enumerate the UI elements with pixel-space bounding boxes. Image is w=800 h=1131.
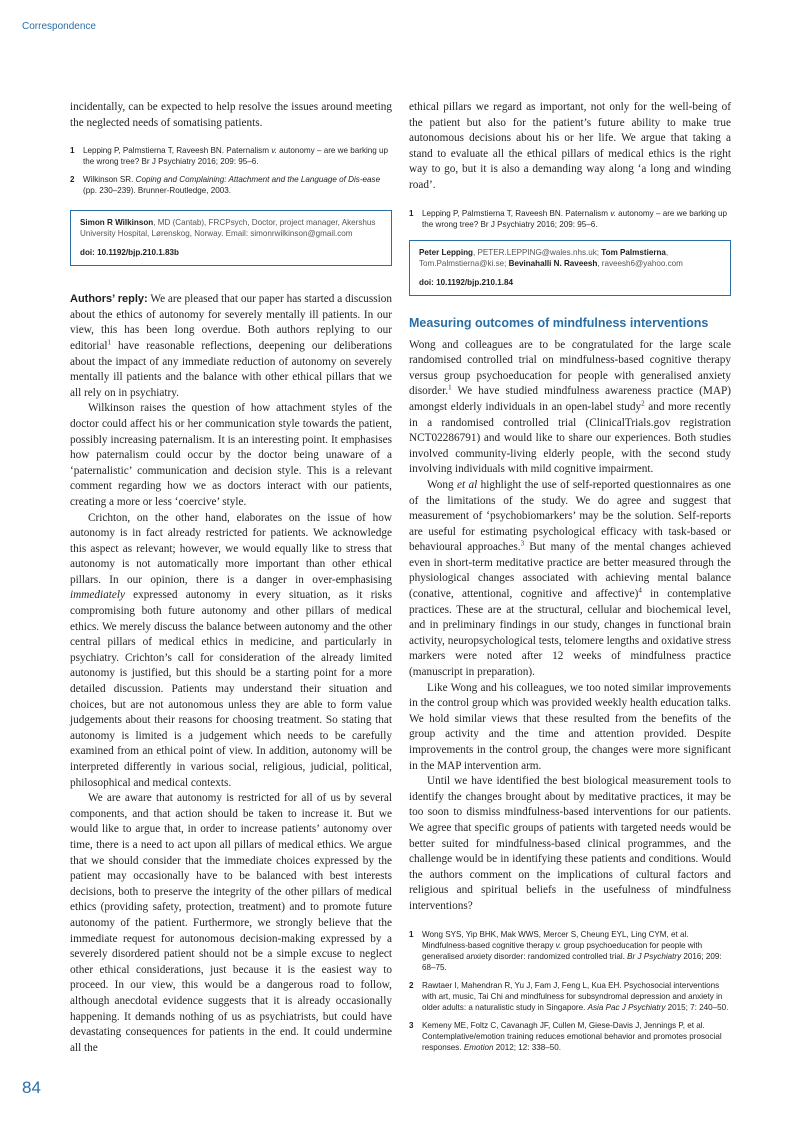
reference-text: Wong SYS, Yip BHK, Mak WWS, Mercer S, Cheung EYL, Ling CYM, et al. Mindfulness-based cognitive therapy <box>422 929 689 950</box>
paragraph-text: Crichton, on the other hand, elaborates on the issue of how autonomy is in fact already restricted for patients. We acknowledge this aspect as relevant; however, we would equally like to stress that autonomy is not automatically more important than other ethical pillars. In our opinion, there is a danger in over-emphasising <box>70 511 392 586</box>
paragraph: Until we have identified the best biological measurement tools to identify the changes brought about by meditative practices, it may be too soon to dismiss mindfulness-based interventions for our patients. We agree that specific groups of patients with targeted needs would be better suited for mindfulness-based clinical programmes, and the challenge would be in identifying these patients and conditions. Would the authors comment on the implications of cultural factors and religious and spiritual beliefs in the usefulness of mindfulness interventions? <box>409 775 731 912</box>
paragraph-text: Wong <box>427 478 457 491</box>
author-email: , raveesh6@yahoo.com <box>597 258 683 268</box>
right-column <box>409 100 731 1060</box>
author-name: Tom Palmstierna <box>601 247 666 257</box>
author-name: Peter Lepping <box>419 247 473 257</box>
reference-text: 2016; 209: 68–75. <box>422 951 722 972</box>
paragraph-text: in contemplative practices. These are at the structural, cellular and biochemical level, and in preliminary findings in our study, changes in functional brain activity, neuropsychological tests, telomere lengths and oxidative stress markers were noted after 12 weeks of mindfulness practice (manuscript in preparation). <box>409 588 731 679</box>
reference-list <box>409 929 731 1053</box>
author-name: Bevinahalli N. Raveesh <box>508 258 598 268</box>
reference-text: Wilkinson SR. <box>83 175 136 185</box>
author-line <box>419 247 721 269</box>
reference-item <box>409 208 731 230</box>
paragraph-text: But many of the mental changes achieved even in short-term meditative practice are better measured through the physiological changes associated with achieving mental balance (conative, attentional, cognitive and affective) <box>409 541 732 601</box>
reference-text: autonomy – are we barking up the wrong tree? Br J Psychiatry 2016; 209: 95–6. <box>422 208 728 229</box>
paragraph-text: and more recently in a randomised controlled trial (ClinicalTrials.gov registration NCT02286791) and would like to share our experiences. Both studies involved community-living elderly people, with the second study involving individuals with mild cognitive impairment. <box>409 400 731 476</box>
citation-sup: 2 <box>641 399 645 408</box>
author-email: , Tom.Palmstierna@ki.se; <box>419 247 669 268</box>
reference-italic: Br J Psychiatry <box>627 951 682 961</box>
reference-text: group psychoeducation for people with generalised anxiety disorder: randomized controlled trial. <box>422 940 703 961</box>
citation-sup: 3 <box>520 539 525 548</box>
reference-item <box>409 1020 731 1053</box>
paragraph <box>409 338 731 478</box>
reference-item <box>409 929 731 973</box>
paragraph <box>409 478 731 681</box>
paragraph-text: We have studied mindfulness awareness practice (MAP) amongst elderly individuals in an open-label study <box>409 385 731 413</box>
reference-number: 2 <box>409 980 414 990</box>
reference-text: 2012; 12: 338–50. <box>493 1042 562 1052</box>
section-label: Correspondence <box>22 21 96 32</box>
reference-number: 3 <box>409 1020 414 1030</box>
reference-italic: v. <box>610 208 616 218</box>
reference-number: 1 <box>409 929 414 939</box>
reference-italic: Asia Pac J Psychiatry <box>587 1002 666 1012</box>
reference-italic: Emotion <box>463 1042 494 1052</box>
reply-text: have reasonable reflections, deepening our deliberations about the impact of any immediate reduction of autonomy on severely mentally ill patients and the balance with other ethical pillars that we all rely on in psychiatry. <box>70 339 392 399</box>
reference-item <box>70 145 392 167</box>
doi-link[interactable]: doi: 10.1192/bjp.210.1.83b <box>80 248 179 258</box>
reference-item <box>409 980 731 1013</box>
reference-item <box>70 174 392 196</box>
section-title: Measuring outcomes of mindfulness interventions <box>409 315 709 330</box>
paragraph-text: highlight the use of self-reported questionnaires as one of the limitations of the study. We do agree and suggest that measurement of ‘psychobiomarkers’ may be the solution. Self-reports are useful for estimating psychological efficacy with task-based or behavioural approaches. <box>409 478 732 554</box>
author-email: , PETER.LEPPING@wales.nhs.uk; <box>472 247 602 257</box>
paragraph: We are aware that autonomy is restricted for all of us by several components, and that action should be taken to increase it. But we would like to argue that, in order to increase patients’ autonomy over time, there is a need to act upon all pillars of medical ethics. We argue that we should consider that the immediate choices expressed by the patient may occasionally have to be balanced with best interests decisions, both to preserve the integrity of the other pillars of medical ethics (providing safety, protection, treatment) and to promote future autonomy of the patient. Furthermore, we strongly believe that the immediate request for autonomous decision-making expressed by a severely disordered patient should not be a simple excuse to neglect other ethical considerations, just because it is the easiest way to proceed. In our view, this would be a dangerous road to follow, although anecdotal evidence suggests that it is already occasionally happening. It demands nothing of us as psychiatrists, but could have devastating consequences for patients in the end. It could undermine all the <box>70 792 392 1054</box>
citation-sup: 1 <box>448 383 452 392</box>
author-affiliation: , MD (Cantab), FRCPsych, Doctor, project manager, Akershus University Hospital, Lørenskog, Norway. Email: simonrwilkinson@gmail.com <box>80 218 376 239</box>
page-number: 84 <box>22 1078 41 1097</box>
author-name: Simon R Wilkinson <box>80 218 154 228</box>
left-column <box>70 100 392 1056</box>
paragraph <box>70 511 392 792</box>
paragraph-text: Wong and colleagues are to be congratulated for the large scale randomised controlled trial on mindfulness-based cognitive therapy versus group psychoeducation for people with generalised anxiety disorder. <box>409 338 731 398</box>
reference-italic: v. <box>271 146 277 156</box>
reference-italic: Coping and Complaining: Attachment and the Language of Dis-ease <box>135 175 381 185</box>
reference-text: (pp. 230–239). Brunner-Routledge, 2003. <box>83 186 232 196</box>
doi-link[interactable]: doi: 10.1192/bjp.210.1.84 <box>419 277 514 287</box>
reference-list <box>409 208 731 230</box>
reference-list <box>70 145 392 196</box>
emphasis: et al <box>456 478 478 491</box>
reference-text: autonomy – are we barking up the wrong tree? Br J Psychiatry 2016; 209: 95–6. <box>83 146 389 167</box>
paragraph: Like Wong and his colleagues, we too noted similar improvements in the control group which was provided weekly health education talks. We hold similar views that these resulted from the benefits of the group activity and the time and attention provided. Despite improvements in the control group, the changes were more significant in the MAP intervention arm. <box>409 681 731 772</box>
reference-text: Kemeny ME, Foltz C, Cavanagh JF, Cullen M, Giese-Davis J, Jennings P, et al. Contemplative/emotion training reduces emotional behavior and promotes prosocial responses. <box>422 1020 722 1052</box>
paragraph-text: expressed autonomy in every situation, as it risks compromising both future autonomy and other pillars of medical ethics. We merely discuss the balance between autonomy and the other central pillars of medical ethics in medicine, and particularly in psychiatry. Crichton’s call for consideration of the already limited autonomy is justified, but this should be a starting point for a more detailed discussion. Patients may understand their situation and choices, but are not autonomous unless they are able to form value judgements about their reasons for choosing treatment. So stating that autonomy is limited is a judgement which needs to be carefully examined from an ethical point of view. In addition, autonomy will be interpreted differently in various social, religious, judicial, political, philosophical and medical contexts. <box>70 589 392 789</box>
reference-text: Rawtaer I, Mahendran R, Yu J, Fam J, Feng L, Kua EH. Psychosocial interventions with art, music, Tai Chi and mindfulness for subsyndromal depression and anxiety in older adults: a naturalistic study in Singapore. <box>422 980 723 1012</box>
reference-text: Lepping P, Palmstierna T, Raveesh BN. Paternalism <box>83 146 272 156</box>
citation-sup: 1 <box>107 338 111 347</box>
reply-text: We are pleased that our paper has started a discussion about the ethics of autonomy for severely mentally ill patients. In our view, this has been long overdue. Both authors replying to our editorial <box>70 293 393 352</box>
reference-number: 1 <box>70 146 75 156</box>
author-info-box <box>70 210 392 266</box>
intro-paragraph: incidentally, can be expected to help resolve the issues around meeting the neglected needs of somatising patients. <box>70 101 392 129</box>
reply-paragraph <box>70 292 392 401</box>
citation-sup: 4 <box>638 586 642 595</box>
reference-number: 2 <box>70 175 75 185</box>
continued-paragraph: ethical pillars we regard as important, not only for the well-being of the patient but also for the patient’s future ability to make true autonomous decisions about his or her life. We argue that taking a stand to evaluate all the ethical pillars of medical ethics is the right way to go, but it is also a demanding way along ‘a long and winding road’. <box>409 101 731 191</box>
reply-lead: Authors’ reply: <box>70 293 148 306</box>
author-line <box>80 217 382 239</box>
reference-number: 1 <box>409 208 414 218</box>
reference-text: 2015; 7: 240–50. <box>665 1002 729 1012</box>
author-info-box <box>409 240 731 296</box>
emphasis: immediately <box>70 589 125 602</box>
reference-text: Lepping P, Palmstierna T, Raveesh BN. Paternalism <box>422 208 611 218</box>
paragraph: Wilkinson raises the question of how attachment styles of the doctor could affect his or her communication style towards the patient, possibly increasing paternalism. It is an interesting point. It emphasises how paternalism could occur by the doctor being unaware of a ‘paternalistic’ communication and decision style. This is a relevant comment regarding how we as doctors interact with our patients, creating a more or less ‘coercive’ style. <box>70 402 392 508</box>
reference-italic: v. <box>555 940 562 950</box>
